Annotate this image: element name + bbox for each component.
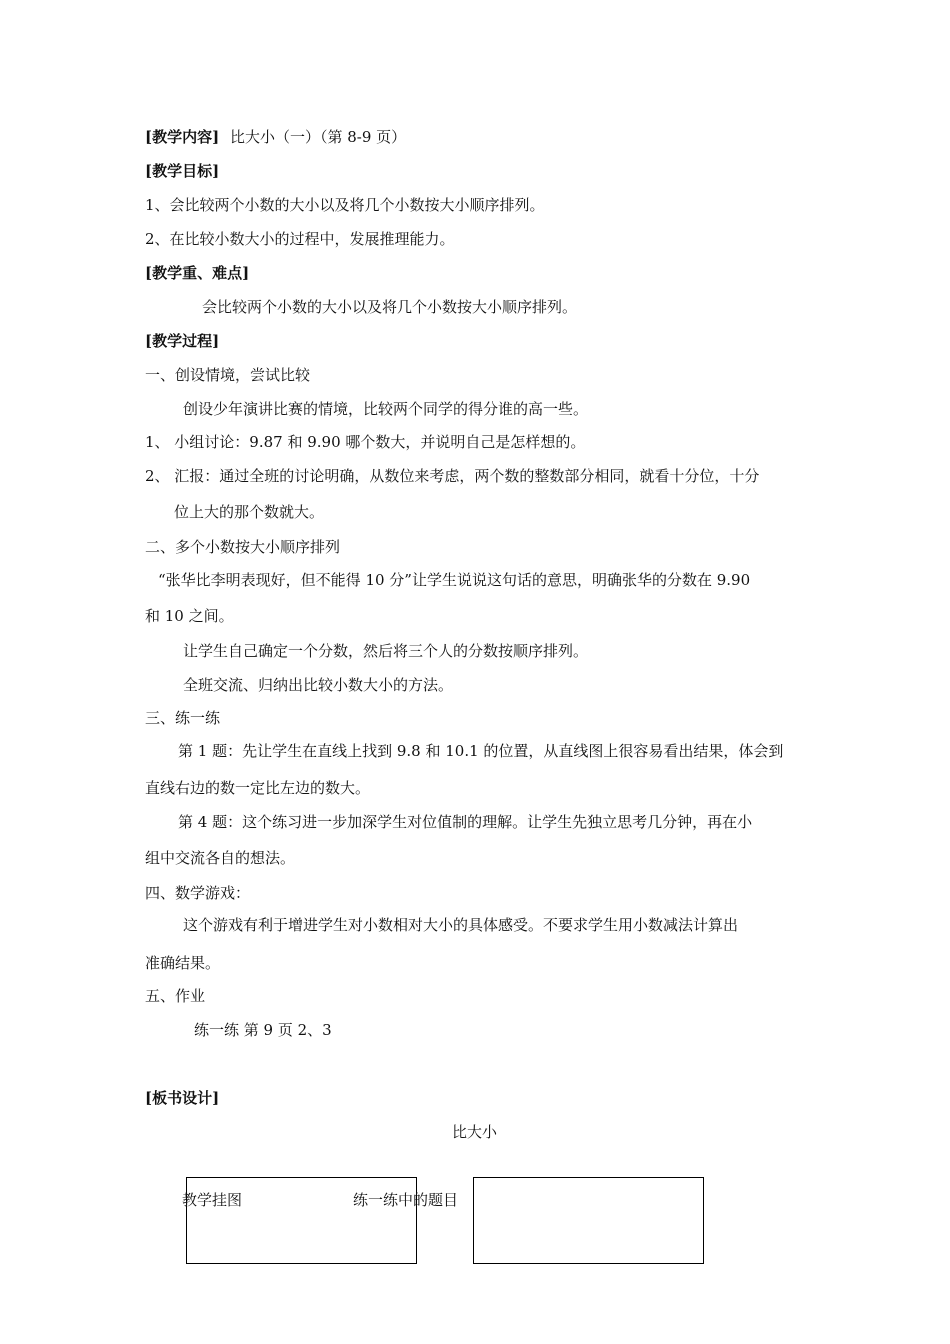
board-title: 比大小 [452,1123,498,1141]
goal-item-1: 1、会比较两个小数的大小以及将几个小数按大小顺序排列。 [145,196,545,214]
section-4-para-1-cont: 准确结果。 [145,954,221,972]
section-3-title: 三、练一练 [145,709,221,727]
process-header: [教学过程] [145,332,220,350]
board-header: [板书设计] [145,1089,220,1107]
section-2-para-1-cont: 和 10 之间。 [145,607,234,625]
section-1-item-1: 1、 小组讨论：9.87 和 9.90 哪个数大，并说明自己是怎样想的。 [145,433,586,451]
section-1-intro: 创设少年演讲比赛的情境，比较两个同学的得分谁的高一些。 [183,400,589,418]
content-header-label: [教学内容] [145,128,220,146]
content-header-value: 比大小（一）（第 8-9 页） [229,128,407,146]
section-4-para-1: 这个游戏有利于增进学生对小数相对大小的具体感受。不要求学生用小数减法计算出 [183,916,739,934]
content-line [145,127,406,147]
section-3-para-2-cont: 组中交流各自的想法。 [145,849,296,867]
section-1-title: 一、创设情境，尝试比较 [145,366,311,384]
section-2-para-3: 全班交流、归纳出比较小数大小的方法。 [183,676,454,694]
board-right-label: 练一练中的题目 [353,1191,459,1209]
section-3-para-1-cont: 直线右边的数一定比左边的数大。 [145,779,371,797]
section-3-para-1: 第 1 题：先让学生在直线上找到 9.8 和 10.1 的位置，从直线图上很容易看出结果，体会到 [178,742,784,760]
section-2-para-2: 让学生自己确定一个分数，然后将三个人的分数按顺序排列。 [183,642,589,660]
section-2-title: 二、多个小数按大小顺序排列 [145,538,341,556]
section-5-title: 五、作业 [145,987,206,1005]
section-1-item-2: 2、 汇报：通过全班的讨论明确，从数位来考虑，两个数的整数部分相同，就看十分位，十分 [145,467,760,485]
section-4-title: 四、数学游戏： [145,884,251,902]
goal-item-2: 2、在比较小数大小的过程中，发展推理能力。 [145,230,455,248]
section-2-para-1: “张华比李明表现好，但不能得 10 分”让学生说说这句话的意思，明确张华的分数在 9.90 [158,571,751,589]
key-text: 会比较两个小数的大小以及将几个小数按大小顺序排列。 [202,298,578,316]
board-left-label: 教学挂图 [182,1191,243,1209]
section-3-para-2: 第 4 题：这个练习进一步加深学生对位值制的理解。让学生先独立思考几分钟，再在小 [178,813,753,831]
key-header: [教学重、难点] [145,264,250,282]
goals-header: [教学目标] [145,162,220,180]
board-right-box [473,1177,704,1264]
section-1-item-2-cont: 位上大的那个数就大。 [174,503,325,521]
section-5-para-1: 练一练 第 9 页 2、3 [194,1021,332,1039]
